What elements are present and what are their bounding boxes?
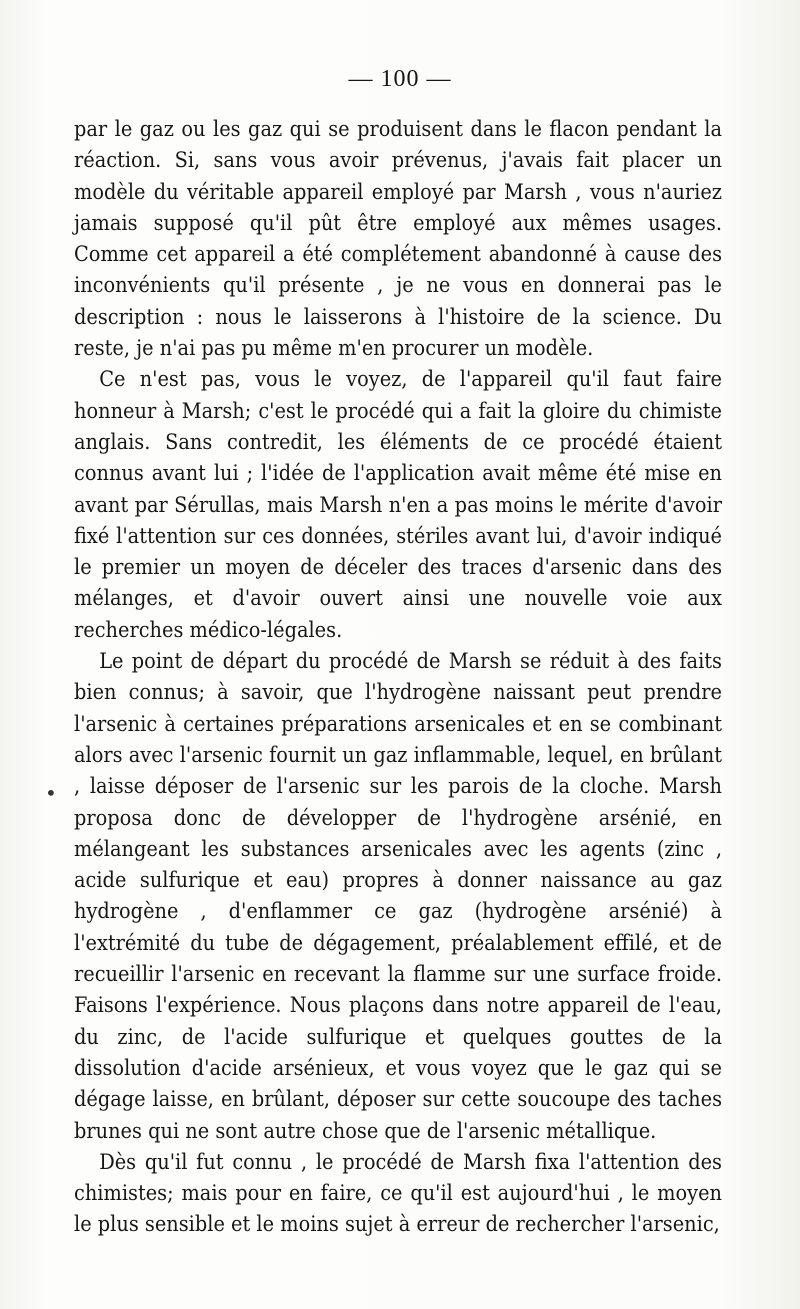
paragraph-1: par le gaz ou les gaz qui se produisent dans le flacon pendant la réaction. Si, sans vous avoir prévenus, j'avais fait placer un modèle du véritable appareil employé par Marsh , vous n'auriez jamais supposé qu'il pût être employé aux mêmes usages. Comme cet appareil a été complétement abandonné à cause des inconvénients qu'il présente , je ne vous en donnerai pas le description : nous le laisserons à l'histoire de la science. Du reste, je n'ai pas pu même m'en procurer un modèle. [74,117,722,362]
paragraph-2: Ce n'est pas, vous le voyez, de l'appareil qu'il faut faire honneur à Marsh; c'est le procédé qui a fait la gloire du chimiste anglais. Sans contredit, les éléments de ce procédé étaient connus avant lui ; l'idée de l'application avait même été mise en avant par Sérullas, mais Marsh n'en a pas moins le mérite d'avoir fixé l'attention sur ces données, stériles avant lui, d'avoir indiqué le premier un moyen de déceler des traces d'arsenic dans des mélanges, et d'avoir ouvert ainsi une nouvelle voie aux recherches médico-légales. [74,367,722,643]
margin-mark-icon: • [45,781,57,805]
body-text [74,114,722,1241]
page-number: — 100 — [348,66,452,92]
paragraph-4: Dès qu'il fut connu , le procédé de Marsh fixa l'attention des chimistes; mais pour en faire, ce qu'il est aujourd'hui , le moyen le plus sensible et le moins sujet à erreur de rechercher l'arsenic, [74,1149,722,1238]
paragraph-3: Le point de départ du procédé de Marsh se réduit à des faits bien connus; à savoir, que l'hydrogène naissant peut prendre l'arsenic à certaines préparations arsenicales et en se combinant alors avec l'arsenic fournit un gaz inflammable, lequel, en brûlant , laisse déposer de l'arsenic sur les parois de la cloche. Marsh proposa donc de développer de l'hydrogène arsénié, en mélangeant les substances arsenicales avec les agents (zinc , acide sulfurique et eau) propres à donner naissance au gaz hydrogène , d'enflammer ce gaz (hydrogène arsénié) à l'extrémité du tube de dégagement, préalablement effilé, et de recueillir l'arsenic en recevant la flamme sur une surface froide. Faisons l'expérience. Nous plaçons dans notre appareil de l'eau, du zinc, de l'acide sulfurique et quelques gouttes de la dissolution d'acide arsénieux, et vous voyez que le gaz qui se dégage laisse, en brûlant, déposer sur cette soucoupe des taches brunes qui ne sont autre chose que de l'arsenic métallique. [74,649,722,1144]
